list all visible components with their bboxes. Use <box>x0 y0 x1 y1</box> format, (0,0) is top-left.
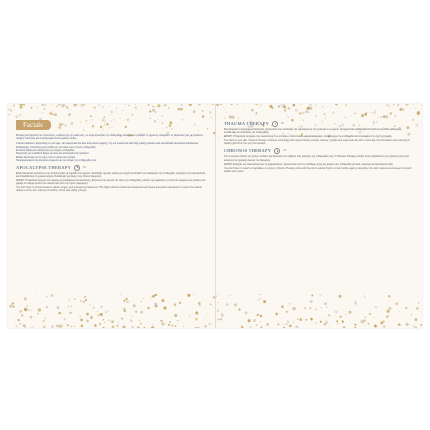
confetti-dot <box>198 104 201 106</box>
confetti-dot <box>415 318 418 321</box>
facials-tab: Facials <box>16 120 51 130</box>
confetti-dot <box>164 105 166 107</box>
confetti-dot <box>207 104 208 105</box>
confetti-dot <box>398 323 401 326</box>
clock-icon <box>74 165 80 171</box>
confetti-dot <box>20 106 23 109</box>
confetti-dot <box>415 108 416 109</box>
confetti-dot <box>31 327 34 328</box>
confetti-dot <box>160 320 162 322</box>
list-item: Θεραπείες για ευαίσθητο δέρμα με ήπια και καταπραϋντικά προϊόντα <box>16 152 89 156</box>
confetti-dot <box>203 326 204 327</box>
confetti-dot <box>255 104 256 105</box>
confetti-dot <box>373 114 374 115</box>
section-title: THAUMA THERAPY <box>224 121 269 126</box>
confetti-dot <box>212 104 214 105</box>
intro-english: A facial treatment, depending on your age, can rejuvenate the skin and prevent ageing. Try our treatments with high quality products and scientifically developed substances. <box>16 141 199 145</box>
confetti-dot <box>297 318 299 320</box>
section-title: APOCALYPSE THERAPY <box>16 164 71 170</box>
confetti-dot <box>8 109 10 111</box>
confetti-dot <box>193 110 196 113</box>
confetti-dot <box>295 109 298 112</box>
confetti-dot <box>58 104 61 105</box>
confetti-dot <box>169 321 171 323</box>
confetti-dot <box>374 111 376 113</box>
confetti-dot <box>110 114 111 115</box>
confetti-dot <box>299 318 302 321</box>
confetti-dot <box>207 313 208 314</box>
confetti-dot <box>135 106 137 108</box>
confetti-dot <box>342 320 344 322</box>
confetti-dot <box>80 324 83 327</box>
confetti-dot <box>293 322 295 324</box>
confetti-dot <box>255 114 256 115</box>
clock-icon <box>274 148 280 154</box>
confetti-dot <box>43 320 45 322</box>
list-item: Προσαρμοσμένα πρωτόκολλα σύμφωνα με τις ανάγκες της επιδερμίδας σας <box>16 158 97 162</box>
confetti-dot <box>315 105 316 106</box>
confetti-dot <box>94 324 97 327</box>
confetti-dot <box>399 109 401 111</box>
confetti-dot <box>108 320 110 322</box>
confetti-dot <box>413 104 414 105</box>
confetti-dot <box>237 104 239 105</box>
description-greek: Ένα θαυμαστό πρόγραμμα θεραπείας προσώπου που συνδυάζει την τεχνολογία με την εμπειρία των χεριών. Χρησιμοποιεί εξειδικευμένα προϊόντα για βαθύ καθαρισμό, ενυδάτωση και ανάπλαση της επιδερμίδας. <box>224 128 402 135</box>
confetti-dot <box>56 106 58 108</box>
confetti-dot <box>357 108 358 109</box>
confetti-dot <box>302 112 303 113</box>
confetti-dot <box>220 104 222 105</box>
confetti-dot <box>322 106 324 108</box>
confetti-dot <box>209 113 210 114</box>
confetti-dot <box>249 326 251 328</box>
confetti-dot <box>131 320 133 322</box>
confetti-dot <box>8 114 10 116</box>
confetti-dot <box>18 319 20 321</box>
confetti-dot <box>371 112 372 113</box>
confetti-dot <box>151 326 154 328</box>
confetti-dot <box>278 105 281 108</box>
confetti-dot <box>216 104 219 106</box>
confetti-dot <box>243 106 244 107</box>
confetti-dot <box>19 323 21 325</box>
confetti-dot <box>361 115 363 117</box>
confetti-dot <box>253 319 256 322</box>
confetti-dot <box>102 327 104 328</box>
confetti-dot <box>218 137 219 138</box>
confetti-dot <box>73 326 75 328</box>
list-item: Ειδικές θεραπείες για το γύρω από τα μάτια και το λαιμό <box>16 155 76 159</box>
confetti-dot <box>418 302 420 304</box>
action-text: ΔΡΑΣΗ: Η θεραπεία στοχεύει στην αναγέννηση των κυττάρων, βελτιώνει τη μικροκυκλοφορία, αποτοξινώνει την επιδερμίδα και επαναφέρει την υγιή της λάμψη. <box>224 135 393 139</box>
confetti-dot <box>61 105 64 108</box>
description-greek: Ειδική θεραπεία προσώπου που αντιμετωπίζει τα σημάδια του χρόνου. Συνδυάζει τεχνικές μασάζ με ενεργά συστατικά που αναδομούν την επιδερμίδα, ενισχύουν την ελαστικότητα και αποκαθιστούν τη φυσική λάμψη. Κατάλληλη για όλους τους τύπους δέρματος. <box>16 171 206 178</box>
confetti-dot <box>397 105 399 107</box>
confetti-dot <box>157 104 160 107</box>
confetti-dot <box>418 121 419 122</box>
confetti-dot <box>116 325 118 327</box>
confetti-dot <box>66 106 68 108</box>
confetti-dot <box>260 322 261 323</box>
section-title: CHRONOS THERAPY <box>224 148 272 154</box>
page-fold <box>215 104 216 328</box>
confetti-dot <box>81 106 82 107</box>
confetti-dot <box>354 327 355 328</box>
confetti-dot <box>177 320 178 321</box>
confetti-dot <box>305 110 308 113</box>
confetti-dot <box>73 104 76 107</box>
confetti-dot <box>90 115 92 117</box>
confetti-dot <box>363 319 366 322</box>
right-page <box>224 118 414 318</box>
confetti-dot <box>383 321 385 323</box>
confetti-dot <box>406 323 409 326</box>
confetti-dot <box>248 319 251 322</box>
duration: 60΄ <box>283 149 288 153</box>
confetti-dot <box>204 318 205 319</box>
confetti-dot <box>315 115 317 117</box>
confetti-dot <box>207 128 208 129</box>
confetti-dot <box>131 326 133 328</box>
confetti-dot <box>183 326 184 327</box>
confetti-dot <box>56 325 59 328</box>
confetti-dot <box>392 104 395 106</box>
confetti-dot <box>231 104 233 105</box>
section-apocalypse <box>16 165 206 193</box>
confetti-dot <box>71 326 73 328</box>
confetti-dot <box>413 325 415 327</box>
confetti-dot <box>389 112 392 115</box>
confetti-dot <box>154 111 156 113</box>
confetti-dot <box>287 320 289 322</box>
confetti-dot <box>154 106 156 108</box>
confetti-dot <box>415 124 418 127</box>
confetti-dot <box>260 326 263 328</box>
clock-icon <box>272 121 278 127</box>
confetti-dot <box>218 302 219 303</box>
description-english: You don't have to choose between plastic surgery and anti-ageing treatments. This highly effective facial uses advanced techniques and active ingredients to restore the natural radiance of the skin, leaving it smoother, firmer and visibly younger. <box>16 186 202 193</box>
confetti-dot <box>305 319 307 321</box>
confetti-dot <box>336 320 338 322</box>
confetti-dot <box>22 104 25 106</box>
confetti-dot <box>67 324 69 326</box>
confetti-dot <box>328 326 329 327</box>
confetti-dot <box>140 323 142 325</box>
confetti-dot <box>269 105 272 108</box>
confetti-dot <box>332 112 334 114</box>
confetti-dot <box>111 111 113 113</box>
confetti-dot <box>343 326 346 328</box>
confetti-dot <box>310 318 313 321</box>
confetti-dot <box>94 107 96 109</box>
confetti-dot <box>270 327 271 328</box>
confetti-dot <box>220 318 222 320</box>
confetti-dot <box>289 325 292 328</box>
confetti-dot <box>161 116 162 117</box>
description-english: You don't have to resort to injectables or surgery. Chronos Therapy works with the skin's natural rhythm to slow visible ageing, strengthen the skin's defences and leave it smooth, radiant and rested. <box>224 166 412 173</box>
confetti-dot <box>383 326 385 328</box>
confetti-dot <box>218 294 220 295</box>
confetti-dot <box>9 305 12 308</box>
confetti-dot <box>137 326 139 328</box>
confetti-dot <box>44 108 46 110</box>
confetti-dot <box>309 107 312 110</box>
confetti-dot <box>223 107 224 108</box>
confetti-dot <box>15 325 17 327</box>
confetti-dot <box>12 302 14 304</box>
section-chronos <box>224 148 414 172</box>
list-item: Εντατική θρέψη και αναγέννηση για ώριμες επιδερμίδες <box>16 149 75 153</box>
confetti-dot <box>24 326 26 328</box>
confetti-dot <box>125 104 127 105</box>
confetti-dot <box>168 107 170 109</box>
confetti-dot <box>139 320 140 321</box>
confetti-dot <box>283 327 286 328</box>
confetti-dot <box>325 319 326 320</box>
confetti-dot <box>210 117 211 118</box>
confetti-dot <box>280 104 281 105</box>
confetti-dot <box>86 320 89 323</box>
confetti-dot <box>256 112 258 114</box>
confetti-dot <box>198 327 200 328</box>
confetti-dot <box>49 112 52 115</box>
confetti-dot <box>417 111 420 114</box>
confetti-dot <box>103 319 105 321</box>
left-page <box>16 118 206 318</box>
confetti-dot <box>128 105 129 106</box>
confetti-dot <box>168 324 170 326</box>
confetti-dot <box>37 107 38 108</box>
action-text: ΔΡΑΣΗ: Ενισχύει την ελαστικότητα και τη σφριγηλότητα, προστατεύει από τις ελεύθερες ρίζες και χαρίζει στην επιδερμίδα μια λεία, λαμπερή και ξεκούραστη όψη. <box>224 162 394 166</box>
confetti-dot <box>386 104 389 106</box>
confetti-dot <box>414 326 417 328</box>
confetti-dot <box>380 322 383 325</box>
confetti-dot <box>283 324 284 325</box>
confetti-dot <box>402 109 404 111</box>
confetti-dot <box>13 306 15 308</box>
confetti-dot <box>216 296 217 297</box>
confetti-dot <box>79 104 82 106</box>
confetti-dot <box>52 326 54 328</box>
confetti-dot <box>354 324 355 325</box>
confetti-dot <box>202 110 204 112</box>
confetti-dot <box>256 324 258 326</box>
confetti-dot <box>132 114 134 116</box>
confetti-dot <box>19 114 21 116</box>
confetti-dot <box>102 106 104 108</box>
confetti-dot <box>365 112 367 114</box>
confetti-dot <box>217 318 219 320</box>
description-greek: Για να αντιμετωπίσετε τον χρόνο, επιλέξτε μια θεραπεία που σέβεται τους ρυθμούς της επιδερμίδας σας. Η Chronos Therapy εστιάζει στην επιβράδυνση της γήρανσης και στην ενίσχυση της φυσικής άμυνας του δέρματος. <box>224 155 409 162</box>
benefit-list <box>16 146 206 161</box>
confetti-dot <box>420 324 422 326</box>
brochure-spread <box>8 104 422 328</box>
confetti-dot <box>171 325 173 327</box>
confetti-dot <box>300 104 301 105</box>
confetti-dot <box>388 105 389 106</box>
confetti-dot <box>180 104 182 106</box>
confetti-dot <box>394 115 396 117</box>
confetti-dot <box>43 112 44 113</box>
confetti-dot <box>80 319 83 322</box>
confetti-dot <box>338 323 339 324</box>
confetti-dot <box>111 320 114 323</box>
confetti-dot <box>325 321 328 324</box>
confetti-dot <box>210 304 212 306</box>
confetti-dot <box>406 104 408 106</box>
confetti-dot <box>286 108 287 109</box>
confetti-dot <box>46 105 47 106</box>
confetti-dot <box>64 318 66 320</box>
confetti-dot <box>299 112 302 115</box>
confetti-dot <box>76 105 77 106</box>
confetti-dot <box>62 325 64 327</box>
confetti-dot <box>31 107 33 109</box>
confetti-dot <box>174 325 175 326</box>
confetti-dot <box>324 113 326 115</box>
confetti-dot <box>375 110 376 111</box>
confetti-dot <box>368 323 370 325</box>
confetti-dot <box>345 104 347 106</box>
duration: 60΄ <box>83 165 88 169</box>
list-item: Καθαρισμός, απολέπιση και ενυδάτωση για όλους τους τύπους επιδερμίδας <box>16 146 96 150</box>
confetti-dot <box>161 322 164 325</box>
confetti-dot <box>55 114 57 116</box>
confetti-dot <box>221 313 223 315</box>
confetti-dot <box>266 323 269 326</box>
duration: 60΄ <box>280 122 286 125</box>
confetti-dot <box>277 323 279 325</box>
confetti-dot <box>195 327 196 328</box>
confetti-dot <box>195 318 198 321</box>
confetti-dot <box>308 112 309 113</box>
confetti-dot <box>241 326 242 327</box>
confetti-dot <box>180 108 182 110</box>
confetti-dot <box>353 106 354 107</box>
confetti-dot <box>65 105 66 106</box>
confetti-dot <box>152 106 154 108</box>
confetti-dot <box>19 104 22 106</box>
confetti-dot <box>284 109 286 111</box>
confetti-dot <box>209 111 211 113</box>
confetti-dot <box>116 107 117 108</box>
section-thauma <box>224 121 414 145</box>
confetti-dot <box>251 109 253 111</box>
confetti-dot <box>208 323 211 326</box>
confetti-dot <box>98 104 99 105</box>
confetti-dot <box>177 108 180 111</box>
confetti-dot <box>369 112 370 113</box>
intro-greek: Μπορεί μια θεραπεία του προσώπου, ανάλογα με την ηλικία σας, να αναζωογονήσει την επιδερμίδα, αλλά και να προλάβει τη γήρανση. Δοκιμάστε τις θεραπείες μας με προϊόντα υψηλής ποιότητας και επιστημονικά ανεπτυγμένες ουσίες. <box>16 134 203 141</box>
confetti-dot <box>309 104 312 106</box>
confetti-dot <box>320 321 322 323</box>
confetti-dot <box>288 107 291 110</box>
confetti-dot <box>104 322 105 323</box>
confetti-dot <box>58 324 61 327</box>
description-english: The client is your skin. Thauma Therapy combines technology with expert hands to deeply cleanse, hydrate and regenerate the skin, improving microcirculation and restoring its healthy glow from the very first session. <box>224 139 410 146</box>
confetti-dot <box>315 322 317 324</box>
confetti-dot <box>123 110 124 111</box>
confetti-dot <box>149 111 151 113</box>
confetti-dot <box>99 323 102 326</box>
action-text: ΔΡΑΣΗ: Η θεραπεία ενισχύει την παραγωγή κολλαγόνου και ελαστίνης, βελτιώνει την υφή και τον τόνο της επιδερμίδας, μειώνει την εμφάνιση των λεπτών γραμμών και ρυτίδων και χαρίζει στο δέρμα ορατά πιο νεανική όψη από την πρώτη εφαρμογή. <box>16 178 206 186</box>
confetti-dot <box>204 325 207 328</box>
confetti-dot <box>374 325 377 328</box>
confetti-dot <box>152 324 154 326</box>
confetti-dot <box>43 325 46 328</box>
confetti-dot <box>143 327 145 328</box>
confetti-dot <box>135 104 136 105</box>
confetti-dot <box>307 107 310 110</box>
confetti-dot <box>286 323 288 325</box>
confetti-dot <box>147 104 149 106</box>
confetti-dot <box>335 104 338 105</box>
confetti-dot <box>416 307 418 309</box>
confetti-dot <box>118 322 119 323</box>
confetti-dot <box>324 323 327 326</box>
confetti-dot <box>82 104 85 106</box>
confetti-dot <box>370 106 371 107</box>
confetti-dot <box>295 326 298 328</box>
confetti-dot <box>351 115 352 116</box>
confetti-dot <box>51 104 52 105</box>
confetti-dot <box>288 322 289 323</box>
confetti-dot <box>293 104 296 106</box>
confetti-dot <box>69 114 70 115</box>
confetti-dot <box>10 110 12 112</box>
confetti-dot <box>354 113 356 115</box>
confetti-dot <box>260 104 261 105</box>
confetti-dot <box>226 112 227 113</box>
confetti-dot <box>68 109 69 110</box>
confetti-dot <box>13 105 15 107</box>
confetti-dot <box>52 114 54 116</box>
confetti-dot <box>112 325 115 328</box>
confetti-dot <box>217 310 219 312</box>
confetti-dot <box>122 325 125 328</box>
